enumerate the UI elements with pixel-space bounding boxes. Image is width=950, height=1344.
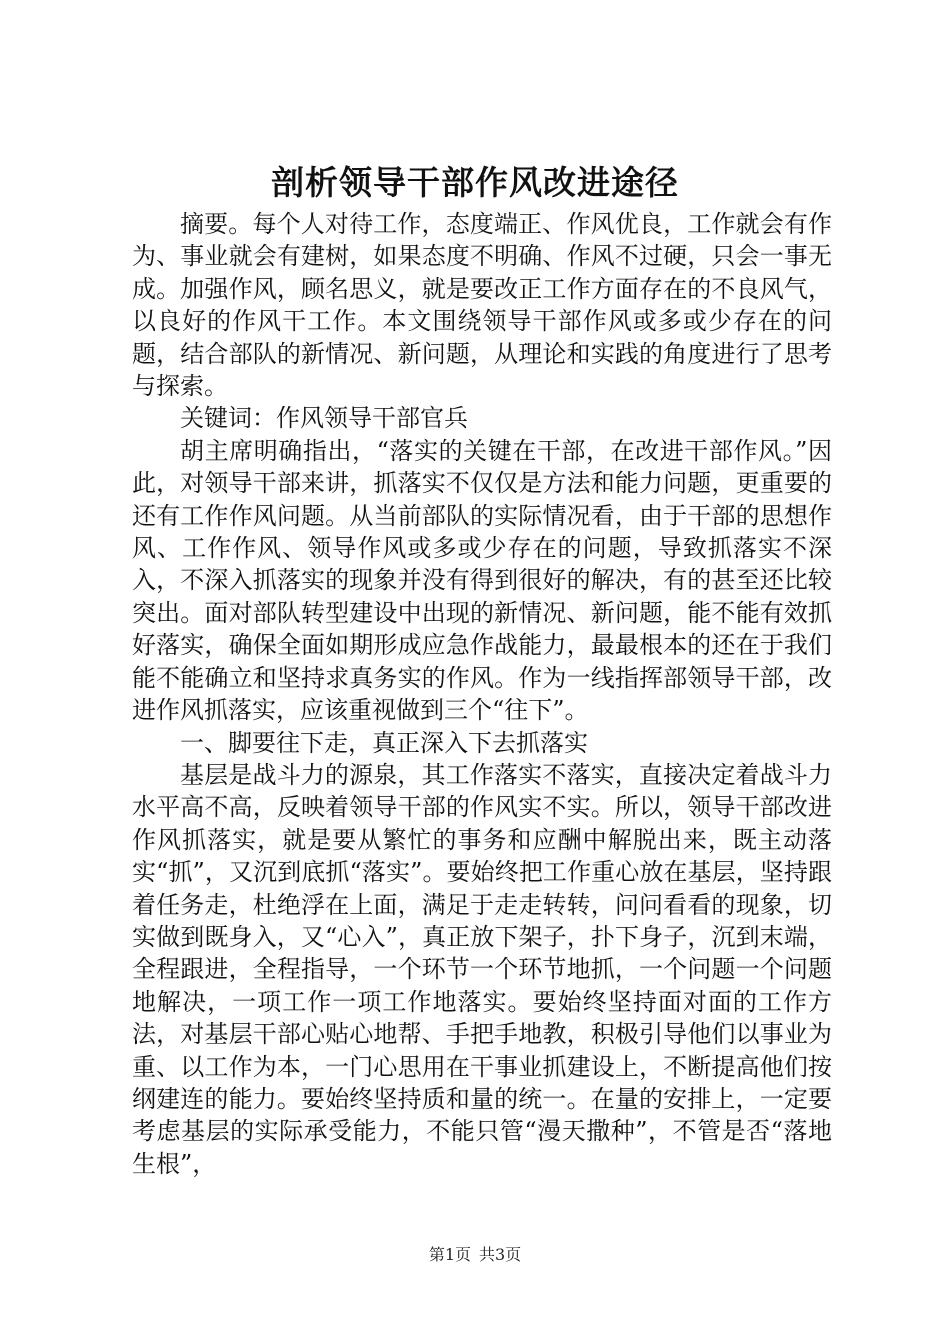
keywords-paragraph: 关键词：作风领导干部官兵 — [180, 404, 468, 433]
section-paragraph: 基层是战斗力的源泉，其工作落实不落实，直接决定着战斗力水平高不高，反映着领导干部的作风实不实。所以，领导干部改进作风抓落实，就是要从繁忙的事务和应酬中解脱出来，既主动落实“抓”，又沉到底抓“落实”。要始终把工作重心放在基层，坚持跟着任务走，杜绝浮在上面，满足于走走转转，问问看看的现象，切实做到既身入，又“心入”，真正放下架子，扑下身子，沉到末端，全程跟进，全程指导，一个环节一个环节地抓，一个问题一个问题地解决，一项工作一项工作地落实。要始终坚持面对面的工作方法，对基层干部心贴心地帮、手把手地教，积极引导他们以事业为重、以工作为本，一门心思用在干事业抓建设上，不断提高他们按纲建连的能力。要始终坚持质和量的统一。在量的安排上，一定要考虑基层的实际承受能力，不能只管“漫天撒种”，不管是否“落地生根”， — [132, 760, 832, 1178]
page-total: 共3页 — [479, 1245, 522, 1264]
page-number: 第1页 — [428, 1245, 471, 1264]
document-title: 剖析领导干部作风改进途径 — [271, 163, 679, 202]
section-heading: 一、脚要往下走，真正深入下去抓落实 — [180, 728, 588, 757]
document-body — [132, 208, 832, 1180]
abstract-paragraph: 摘要。每个人对待工作，态度端正、作风优良，工作就会有作为、事业就会有建树，如果态度不明确、作风不过硬，只会一事无成。加强作风，顾名思义，就是要改正工作方面存在的不良风气，以良好的作风干工作。本文围绕领导干部作风或多或少存在的问题，结合部队的新情况、新问题，从理论和实践的角度进行了思考与探索。 — [132, 210, 832, 401]
intro-paragraph: 胡主席明确指出，“落实的关键在干部，在改进干部作风。”因此，对领导干部来讲，抓落实不仅仅是方法和能力问题，更重要的还有工作作风问题。从当前部队的实际情况看，由于干部的思想作风、工作作风、领导作风或多或少存在的问题，导致抓落实不深入，不深入抓落实的现象并没有得到很好的解决，有的甚至还比较突出。面对部队转型建设中出现的新情况、新问题，能不能有效抓好落实，确保全面如期形成应急作战能力，最最根本的还在于我们能不能确立和坚持求真务实的作风。作为一线指挥部领导干部，改进作风抓落实，应该重视做到三个“往下”。 — [132, 436, 832, 725]
page-footer — [0, 1244, 950, 1266]
